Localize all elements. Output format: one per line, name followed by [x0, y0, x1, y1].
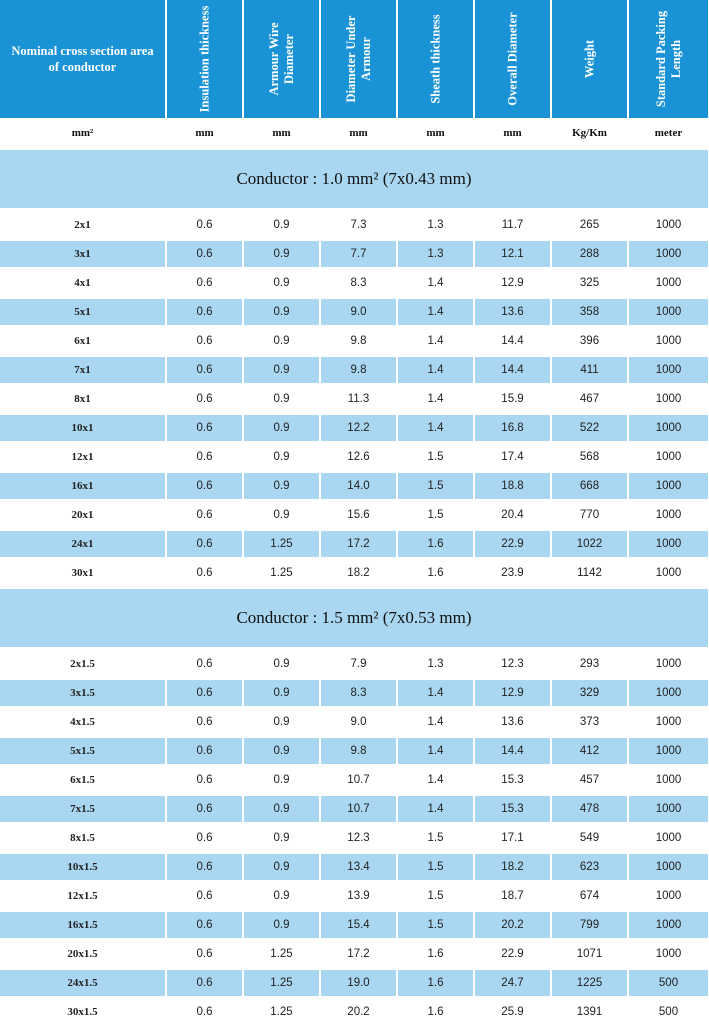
table-cell: 0.9	[244, 854, 319, 880]
table-cell: 1.4	[427, 276, 444, 289]
table-cell: 623	[552, 854, 627, 880]
table-cell: 0.9	[273, 715, 290, 728]
row-label: 7x1	[0, 357, 165, 383]
table-cell: 12.6	[347, 450, 370, 463]
table-cell: 0.9	[273, 657, 290, 670]
unit-label: mm	[272, 127, 291, 139]
table-cell: 14.4	[475, 738, 550, 764]
table-cell: 12.1	[475, 241, 550, 267]
table-cell: 15.3	[501, 773, 524, 786]
table-cell: 8.3	[321, 680, 396, 706]
table-cell: 373	[579, 715, 600, 728]
table-cell: 0.6	[196, 450, 213, 463]
table-cell: 13.6	[475, 299, 550, 325]
table-cell: 0.9	[273, 889, 290, 902]
table-cell: 1000	[629, 299, 708, 325]
table-cell: 500	[658, 1005, 679, 1018]
table-cell: 1.4	[398, 415, 473, 441]
table-cell: 23.9	[501, 566, 524, 579]
table-cell: 14.4	[475, 357, 550, 383]
table-cell: 0.9	[244, 473, 319, 499]
table-cell: 325	[579, 276, 600, 289]
table-cell: 1.25	[270, 947, 293, 960]
table-cell: 1000	[655, 566, 682, 579]
table-cell: 1.6	[427, 566, 444, 579]
table-cell: 0.6	[196, 1005, 213, 1018]
row-label: 2x1	[74, 218, 91, 231]
table-cell: 0.6	[196, 218, 213, 231]
table-cell: 0.9	[273, 218, 290, 231]
table-cell: 17.2	[347, 947, 370, 960]
column-header-label: Overall Diameter	[505, 12, 519, 106]
table-cell: 1.3	[427, 218, 444, 231]
section-title: Conductor : 1.0 mm² (7x0.43 mm)	[0, 150, 708, 208]
table-cell: 1000	[655, 831, 682, 844]
row-label: 12x1.5	[67, 889, 98, 902]
table-cell: 13.9	[347, 889, 370, 902]
table-cell: 1.4	[398, 738, 473, 764]
table-cell: 1000	[629, 531, 708, 557]
table-cell: 0.6	[196, 715, 213, 728]
row-label: 16x1	[0, 473, 165, 499]
table-cell: 9.8	[350, 334, 367, 347]
table-cell: 0.9	[273, 392, 290, 405]
table-cell: 18.8	[475, 473, 550, 499]
table-cell: 18.2	[475, 854, 550, 880]
row-label: 6x1	[74, 334, 91, 347]
row-label: 5x1.5	[0, 738, 165, 764]
table-cell: 265	[579, 218, 600, 231]
table-cell: 412	[552, 738, 627, 764]
table-cell: 1.5	[398, 854, 473, 880]
table-cell: 1142	[577, 566, 602, 579]
column-header-insulation	[167, 0, 242, 118]
table-cell: 1.6	[427, 1005, 444, 1018]
table-cell: 14.0	[321, 473, 396, 499]
table-cell: 1000	[655, 450, 682, 463]
table-cell: 1.4	[398, 357, 473, 383]
table-cell: 7.9	[350, 657, 367, 670]
table-cell: 22.9	[501, 947, 524, 960]
table-cell: 500	[629, 970, 708, 996]
table-cell: 0.6	[196, 566, 213, 579]
table-cell: 549	[579, 831, 600, 844]
table-cell: 0.6	[167, 912, 242, 938]
table-cell: 17.2	[321, 531, 396, 557]
unit-label: mm	[195, 127, 214, 139]
table-cell: 7.7	[321, 241, 396, 267]
table-cell: 0.9	[273, 831, 290, 844]
table-cell: 1.4	[398, 796, 473, 822]
table-cell: 1.25	[244, 970, 319, 996]
table-cell: 396	[579, 334, 600, 347]
table-cell: 12.3	[501, 657, 524, 670]
column-header-label: Nominal cross section area of conductor	[11, 44, 154, 74]
row-label: 2x1.5	[70, 657, 95, 670]
table-cell: 0.9	[273, 773, 290, 786]
row-label: 24x1	[0, 531, 165, 557]
column-header-sheath	[398, 0, 473, 118]
table-cell: 10.7	[347, 773, 370, 786]
table-cell: 1000	[655, 218, 682, 231]
table-cell: 24.7	[475, 970, 550, 996]
table-cell: 20.4	[501, 508, 524, 521]
table-cell: 1.6	[427, 947, 444, 960]
table-cell: 0.6	[196, 831, 213, 844]
table-cell: 9.8	[321, 738, 396, 764]
table-cell: 7.3	[350, 218, 367, 231]
table-cell: 12.9	[475, 680, 550, 706]
row-label: 12x1	[71, 450, 94, 463]
table-cell: 1000	[655, 276, 682, 289]
table-cell: 1.4	[398, 680, 473, 706]
column-header-label: Armour Wire Diameter	[266, 22, 296, 96]
table-cell: 14.4	[501, 334, 524, 347]
table-cell: 1000	[629, 473, 708, 499]
table-cell: 1000	[655, 773, 682, 786]
column-header-diameter-under-armour	[321, 0, 396, 118]
unit-label: meter	[654, 127, 683, 139]
table-cell: 1.4	[427, 715, 444, 728]
row-label: 7x1.5	[0, 796, 165, 822]
table-cell: 0.6	[167, 738, 242, 764]
table-cell: 1.4	[427, 392, 444, 405]
table-cell: 0.6	[167, 680, 242, 706]
table-cell: 0.6	[196, 773, 213, 786]
row-label: 16x1.5	[0, 912, 165, 938]
table-cell: 1225	[552, 970, 627, 996]
table-cell: 1000	[629, 680, 708, 706]
table-cell: 0.6	[196, 508, 213, 521]
table-cell: 0.6	[167, 299, 242, 325]
table-cell: 15.6	[347, 508, 370, 521]
table-cell: 0.9	[273, 276, 290, 289]
table-cell: 1.4	[427, 334, 444, 347]
table-cell: 17.4	[501, 450, 524, 463]
unit-label: mm	[503, 127, 522, 139]
table-cell: 0.9	[244, 241, 319, 267]
column-header-label: Sheath thickness	[428, 14, 442, 104]
table-cell: 358	[552, 299, 627, 325]
table-cell: 1022	[552, 531, 627, 557]
table-cell: 8.3	[350, 276, 367, 289]
table-cell: 1.25	[270, 566, 293, 579]
table-cell: 19.0	[321, 970, 396, 996]
table-cell: 9.0	[350, 715, 367, 728]
table-cell: 1000	[655, 715, 682, 728]
table-cell: 9.8	[321, 357, 396, 383]
table-cell: 1.4	[427, 773, 444, 786]
row-label: 30x1	[71, 566, 94, 579]
table-cell: 9.0	[321, 299, 396, 325]
table-cell: 1000	[629, 357, 708, 383]
table-cell: 0.6	[196, 657, 213, 670]
table-cell: 1.3	[427, 657, 444, 670]
table-cell: 0.6	[167, 357, 242, 383]
table-cell: 13.4	[321, 854, 396, 880]
row-label: 20x1.5	[67, 947, 98, 960]
table-cell: 0.6	[167, 796, 242, 822]
unit-label: Kg/Km	[572, 127, 607, 139]
table-cell: 1.6	[398, 970, 473, 996]
table-cell: 478	[552, 796, 627, 822]
table-cell: 0.6	[167, 473, 242, 499]
table-cell: 0.6	[196, 889, 213, 902]
column-header-packing-length	[629, 0, 708, 118]
table-cell: 1.4	[398, 299, 473, 325]
table-cell: 0.9	[244, 415, 319, 441]
table-cell: 0.9	[273, 450, 290, 463]
table-cell: 25.9	[501, 1005, 524, 1018]
column-header-label: Weight	[582, 39, 596, 79]
table-cell: 568	[579, 450, 600, 463]
table-cell: 15.3	[475, 796, 550, 822]
column-header-armour-wire	[244, 0, 319, 118]
column-header-overall-diameter	[475, 0, 550, 118]
table-cell: 20.2	[475, 912, 550, 938]
row-label: 10x1	[0, 415, 165, 441]
column-header-label: Diameter Under Armour	[343, 15, 373, 103]
table-cell: 1.25	[244, 531, 319, 557]
table-cell: 0.6	[167, 854, 242, 880]
table-cell: 467	[579, 392, 600, 405]
table-cell: 15.4	[321, 912, 396, 938]
table-cell: 674	[579, 889, 600, 902]
table-cell: 1.5	[427, 450, 444, 463]
table-cell: 1000	[655, 334, 682, 347]
table-cell: 0.9	[273, 508, 290, 521]
table-cell: 20.2	[347, 1005, 370, 1018]
table-cell: 0.9	[244, 738, 319, 764]
table-cell: 1000	[629, 912, 708, 938]
table-cell: 0.9	[244, 299, 319, 325]
row-label: 30x1.5	[67, 1005, 98, 1018]
table-cell: 0.6	[167, 531, 242, 557]
table-cell: 12.3	[347, 831, 370, 844]
table-cell: 1.5	[427, 831, 444, 844]
table-cell: 1000	[629, 241, 708, 267]
table-cell: 15.9	[501, 392, 524, 405]
row-label: 20x1	[71, 508, 94, 521]
row-label: 6x1.5	[70, 773, 95, 786]
table-cell: 11.3	[347, 392, 370, 405]
row-label: 8x1	[74, 392, 91, 405]
table-cell: 16.8	[475, 415, 550, 441]
row-label: 8x1.5	[70, 831, 95, 844]
table-cell: 1.5	[427, 889, 444, 902]
table-cell: 668	[552, 473, 627, 499]
table-cell: 1.5	[398, 473, 473, 499]
column-header-label: Insulation thickness	[197, 5, 211, 113]
table-cell: 293	[579, 657, 600, 670]
table-cell: 0.9	[273, 334, 290, 347]
table-cell: 0.9	[244, 796, 319, 822]
table-cell: 1000	[655, 508, 682, 521]
row-label: 5x1	[0, 299, 165, 325]
table-cell: 1.25	[270, 1005, 293, 1018]
table-cell: 329	[552, 680, 627, 706]
table-cell: 1000	[655, 392, 682, 405]
unit-label: mm	[349, 127, 368, 139]
table-cell: 522	[552, 415, 627, 441]
table-cell: 12.9	[501, 276, 524, 289]
table-cell: 0.6	[196, 947, 213, 960]
table-cell: 799	[552, 912, 627, 938]
unit-label: mm	[426, 127, 445, 139]
row-label: 3x1.5	[0, 680, 165, 706]
table-cell: 0.6	[196, 334, 213, 347]
table-cell: 12.2	[321, 415, 396, 441]
table-cell: 18.7	[501, 889, 524, 902]
column-header-cross-section	[0, 0, 165, 118]
table-cell: 1000	[655, 657, 682, 670]
row-label: 10x1.5	[0, 854, 165, 880]
table-cell: 17.1	[501, 831, 524, 844]
row-label: 4x1	[74, 276, 91, 289]
table-cell: 1.6	[398, 531, 473, 557]
table-cell: 0.9	[244, 912, 319, 938]
table-cell: 13.6	[501, 715, 524, 728]
table-cell: 0.9	[244, 680, 319, 706]
table-cell: 0.6	[196, 276, 213, 289]
table-cell: 1.3	[398, 241, 473, 267]
section-title: Conductor : 1.5 mm² (7x0.53 mm)	[0, 589, 708, 647]
table-cell: 0.9	[244, 357, 319, 383]
row-label: 24x1.5	[0, 970, 165, 996]
table-cell: 1000	[629, 415, 708, 441]
table-cell: 1000	[629, 854, 708, 880]
table-cell: 0.6	[167, 415, 242, 441]
table-cell: 22.9	[475, 531, 550, 557]
table-cell: 1391	[576, 1005, 603, 1018]
table-cell: 0.6	[167, 970, 242, 996]
table-cell: 457	[579, 773, 600, 786]
row-label: 4x1.5	[70, 715, 95, 728]
table-cell: 11.7	[501, 218, 524, 231]
table-cell: 10.7	[321, 796, 396, 822]
table-cell: 288	[552, 241, 627, 267]
table-cell: 770	[579, 508, 600, 521]
table-cell: 0.6	[167, 241, 242, 267]
table-cell: 1000	[655, 947, 682, 960]
table-cell: 411	[552, 357, 627, 383]
row-label: 3x1	[0, 241, 165, 267]
table-cell: 1000	[655, 889, 682, 902]
table-cell: 1071	[576, 947, 603, 960]
column-header-label: Standard Packing Length	[653, 10, 683, 108]
unit-label: mm²	[71, 127, 94, 139]
table-cell: 1.5	[427, 508, 444, 521]
table-cell: 18.2	[347, 566, 370, 579]
column-header-weight	[552, 0, 627, 118]
table-cell: 1000	[629, 796, 708, 822]
table-cell: 0.6	[196, 392, 213, 405]
table-cell: 1.5	[398, 912, 473, 938]
table-cell: 1000	[629, 738, 708, 764]
